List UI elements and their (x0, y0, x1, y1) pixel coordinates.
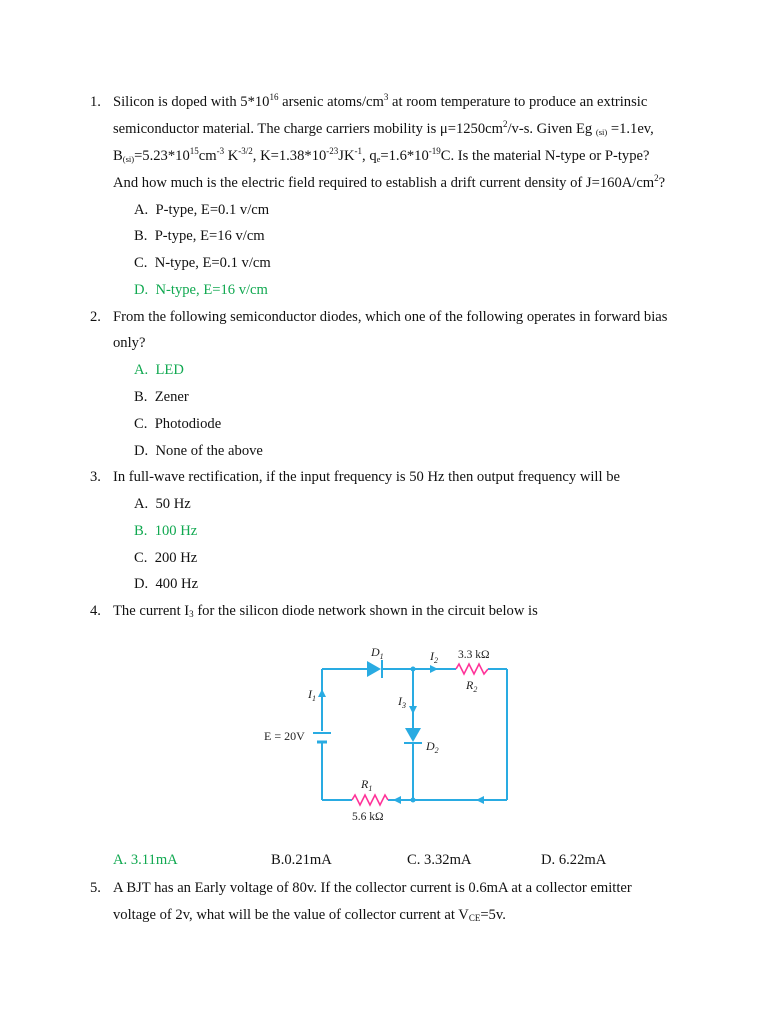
option-b[interactable]: B. Zener (134, 389, 189, 405)
diode-d1-icon (367, 660, 382, 678)
question-number: 4. (90, 603, 101, 619)
junction-node (411, 798, 416, 803)
question-text-line: Silicon is doped with $5*10^{16}$ arsenic atoms/$cm^3$ at room temperature to produce an extrinsic (113, 92, 648, 110)
question-text-line: In full-wave rectification, if the input frequency is 50 Hz then output frequency will be (113, 469, 620, 485)
question-number: 3. (90, 469, 101, 485)
question-text-line: only? (113, 335, 146, 351)
answer-row (113, 852, 673, 870)
d1-label: $D_1$ (371, 645, 384, 661)
r1-name-label: $R_1$ (361, 777, 373, 793)
junction-node (411, 667, 416, 672)
r1-value-label: 5.6 kΩ (352, 811, 384, 823)
option-a-correct[interactable]: A. LED (134, 362, 184, 378)
i2-label: $I_2$ (430, 649, 438, 665)
current-arrow-i3-icon (409, 706, 417, 714)
question-text-line: And how much is the electric field required to establish a drift current density of $J=160A/cm^2$? (113, 173, 666, 191)
diode-d2-icon (404, 728, 422, 743)
question-number: 5. (90, 880, 101, 896)
current-arrow-bottom-left-icon (393, 796, 401, 804)
option-c[interactable]: C. 3.32mA (407, 852, 472, 868)
i3-label: $I_3$ (398, 694, 406, 710)
question-text-line: $B_{(si)}=5.23*10^{15}cm^{-3}$ $K^{-3/2}$, $K=1.38*10^{-23}JK^{-1}$, $q_e=1.6*10^{-19}C$. Is the material N-type or P-type? (113, 146, 650, 164)
question-text-line: From the following semiconductor diodes, which one of the following operates in forward bias (113, 309, 668, 325)
question-number: 1. (90, 94, 101, 110)
option-b[interactable]: B. P-type, E=16 v/cm (134, 228, 265, 244)
question-number: 2. (90, 309, 101, 325)
option-c[interactable]: C. 200 Hz (134, 550, 198, 566)
option-c[interactable]: C. Photodiode (134, 416, 222, 432)
current-arrow-bottom-right-icon (476, 796, 484, 804)
r2-name-label: $R_2$ (466, 678, 478, 694)
option-a[interactable]: A. 50 Hz (134, 496, 191, 512)
i1-label: $I_1$ (308, 687, 316, 703)
option-c[interactable]: C. N-type, E=0.1 v/cm (134, 255, 271, 271)
question-text-line: The current $I_3$ for the silicon diode network shown in the circuit below is (113, 603, 538, 619)
r2-value-label: 3.3 kΩ (458, 649, 490, 661)
option-b-correct[interactable]: B. 100 Hz (134, 523, 198, 539)
source-label: E = 20V (264, 729, 305, 743)
option-a-correct[interactable]: A. 3.11mA (113, 852, 178, 868)
option-d-correct[interactable]: D. N-type, E=16 v/cm (134, 282, 268, 298)
battery-icon (313, 733, 331, 742)
d2-label: $D_2$ (426, 739, 439, 755)
option-a[interactable]: A. P-type, E=0.1 v/cm (134, 202, 270, 218)
question-text-line: semiconductor material. The charge carriers mobility is $\mu=1250cm^2/v-s$. Given Eg $_{(si)}$ =1.1ev, (113, 119, 654, 137)
diode-circuit-diagram (250, 638, 520, 828)
option-b[interactable]: B.0.21mA (271, 852, 332, 868)
resistor-r2-icon (456, 664, 488, 674)
question-text-line: voltage of 2v, what will be the value of collector current at $V_{CE}=5v$. (113, 907, 506, 923)
current-arrow-i2-icon (430, 665, 438, 673)
option-d[interactable]: D. None of the above (134, 443, 263, 459)
current-arrow-i1-icon (318, 689, 326, 697)
resistor-r1-icon (352, 795, 388, 805)
option-d[interactable]: D. 6.22mA (541, 852, 607, 868)
question-text-line: A BJT has an Early voltage of 80v. If the collector current is 0.6mA at a collector emitter (113, 880, 632, 896)
option-d[interactable]: D. 400 Hz (134, 576, 199, 592)
